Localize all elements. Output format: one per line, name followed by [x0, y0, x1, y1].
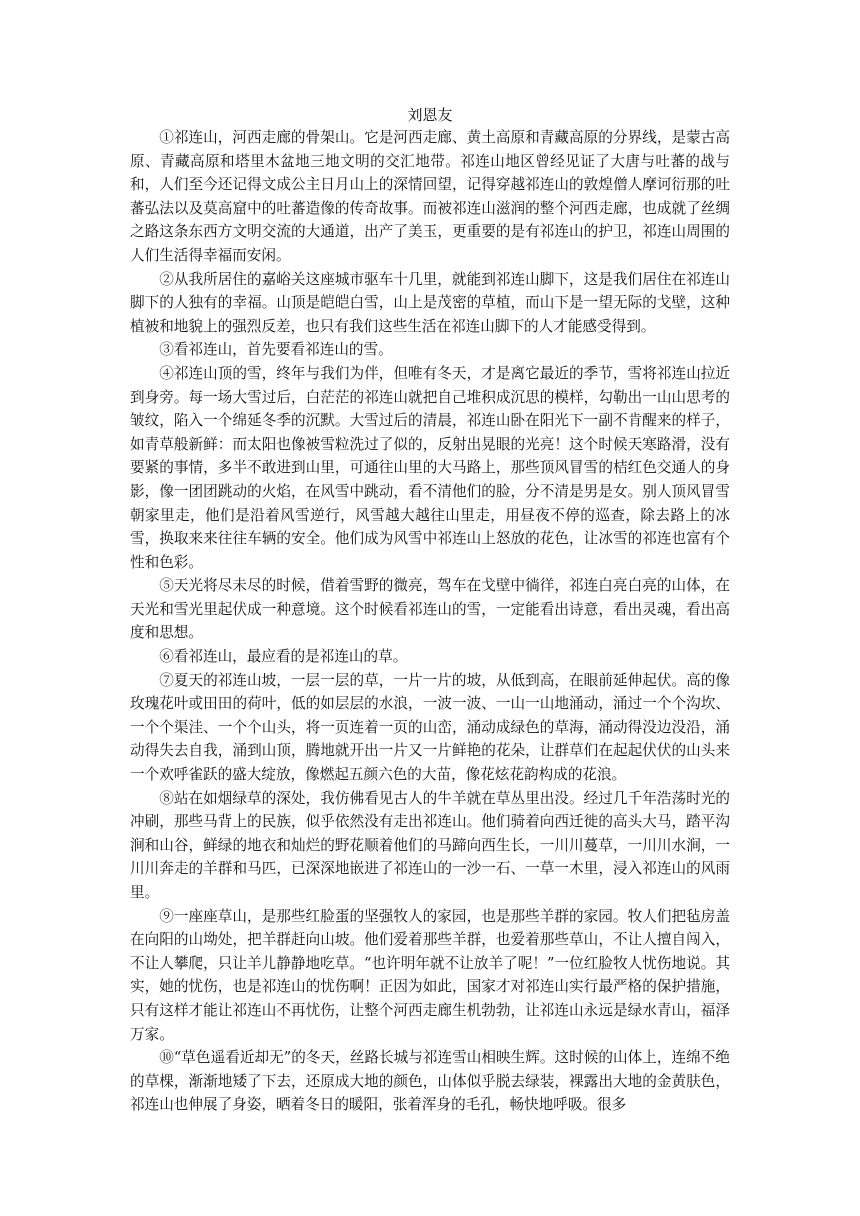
paragraph-8: ⑧站在如烟绿草的深处，我仿佛看见古人的牛羊就在草丛里出没。经过几千年浩荡时光的冲刷，那些马背上的民族，似乎依然没有走出祁连山。他们骑着向西迁徙的高头大马，踏平沟涧和山谷，鲜绿的地衣和灿烂的野花顺着他们的马蹄向西生长，一川川蔓草，一川川水涧，一川川奔走的羊群和马匹，已深深地嵌进了祁连山的一沙一石、一草一木里，浸入祁连山的风雨里。: [130, 789, 730, 901]
paragraph-2: ②从我所居住的嘉峪关这座城市驱车十几里，就能到祁连山脚下，这是我们居住在祁连山脚下的人独有的幸福。山顶是皑皑白雪，山上是茂密的草植，而山下是一望无际的戈壁，这种植被和地貌上的强烈反差，也只有我们这些生活在祁连山脚下的人才能感受得到。: [130, 270, 730, 335]
paragraph-4: ④祁连山顶的雪，终年与我们为伴，但唯有冬天，才是离它最近的季节，雪将祁连山拉近到身旁。每一场大雪过后，白茫茫的祁连山就把自己堆积成沉思的模样，勾勒出一山山思考的皱纹，陷入一个绵延冬季的沉默。大雪过后的清晨，祁连山卧在阳光下一副不肯醒来的样子，如青草般新鲜：而太阳也像被雪粒洗过了似的，反射出晃眼的光亮！这个时候天寒路滑，没有要紧的事情，多半不敢进到山里，可通往山里的大马路上，那些顶风冒雪的桔红色交通人的身影，像一团团跳动的火焰，在风雪中跳动，看不清他们的脸，分不清是男是女。别人顶风冒雪朝家里走，他们是沿着风雪逆行，风雪越大越往山里走，用昼夜不停的巡查，除去路上的冰雪，换取来来往往车辆的安全。他们成为风雪中祁连山上怒放的花色，让冰雪的祁连也富有个性和色彩。: [130, 364, 730, 571]
article-body: [130, 126, 730, 1117]
paragraph-1: ①祁连山，河西走廊的骨架山。它是河西走廊、黄土高原和青藏高原的分界线，是蒙古高原、青藏高原和塔里木盆地三地文明的交汇地带。祁连山地区曾经见证了大唐与吐蕃的战与和，人们至今还记得文成公主日月山上的深情回望，记得穿越祁连山的敦煌僧人摩诃衍那的吐蕃弘法以及莫高窟中的吐蕃造像的传奇故事。而被祁连山滋润的整个河西走廊，也成就了丝绸之路这条东西方文明交流的大通道，出产了美玉，更重要的是有祁连山的护卫，祁连山周围的人们生活得幸福而安闲。: [130, 129, 730, 264]
paragraph-3: ③看祁连山，首先要看祁连山的雪。: [159, 341, 393, 359]
paragraph-6: ⑥看祁连山，最应看的是祁连山的草。: [159, 648, 408, 666]
author-name: 刘恩友: [407, 106, 453, 124]
paragraph-7: ⑦夏天的祁连山坡，一层一层的草，一片一片的坡，从低到高，在眼前延伸起伏。高的像玫瑰花叶或田田的荷叶，低的如层层的水浪，一波一波、一山一山地涌动，涌过一个个沟坎、一个个渠洼、一个个山头，将一页连着一页的山峦，涌动成绿色的草海，涌动得没边没沿，涌动得失去自我，涌到山顶，腾地就开出一片又一片鲜艳的花朵，让群草们在起起伏伏的山头来一个欢呼雀跃的盛大绽放，像燃起五颜六色的大苗，像花炫花韵构成的花浪。: [130, 671, 730, 784]
paragraph-5: ⑤天光将尽未尽的时候，借着雪野的微亮，驾车在戈壁中徜徉，祁连白亮白亮的山体，在天光和雪光里起伏成一种意境。这个时候看祁连山的雪，一定能看出诗意，看出灵魂，看出高度和思想。: [130, 577, 730, 642]
paragraph-9: ⑨一座座草山，是那些红脸蛋的坚强牧人的家园，也是那些羊群的家园。牧人们把毡房盖在向阳的山坳处，把羊群赶向山坡。他们爱着那些羊群，也爱着那些草山，不让人擅自闯入，不让人攀爬，只让羊儿静静地吃草。“也许明年就不让放羊了呢！”一位红脸牧人忧伤地说。其实，她的忧伤，也是祁连山的忧伤啊！正因为如此，国家才对祁连山实行最严格的保护措施，只有这样才能让祁连山不再忧伤，让整个河西走廊生机勃勃，让祁连山永远是绿水青山，福泽万家。: [130, 907, 730, 1043]
paragraph-10: ⑩“草色遥看近却无”的冬天，丝路长城与祁连雪山相映生辉。这时候的山体上，连绵不绝的草棵，渐渐地矮了下去，还原成大地的颜色，山体似乎脱去绿装，裸露出大地的金黄肤色，祁连山也伸展了身姿，晒着冬日的暖阳，张着浑身的毛孔，畅快地呼吸。很多: [130, 1049, 730, 1114]
